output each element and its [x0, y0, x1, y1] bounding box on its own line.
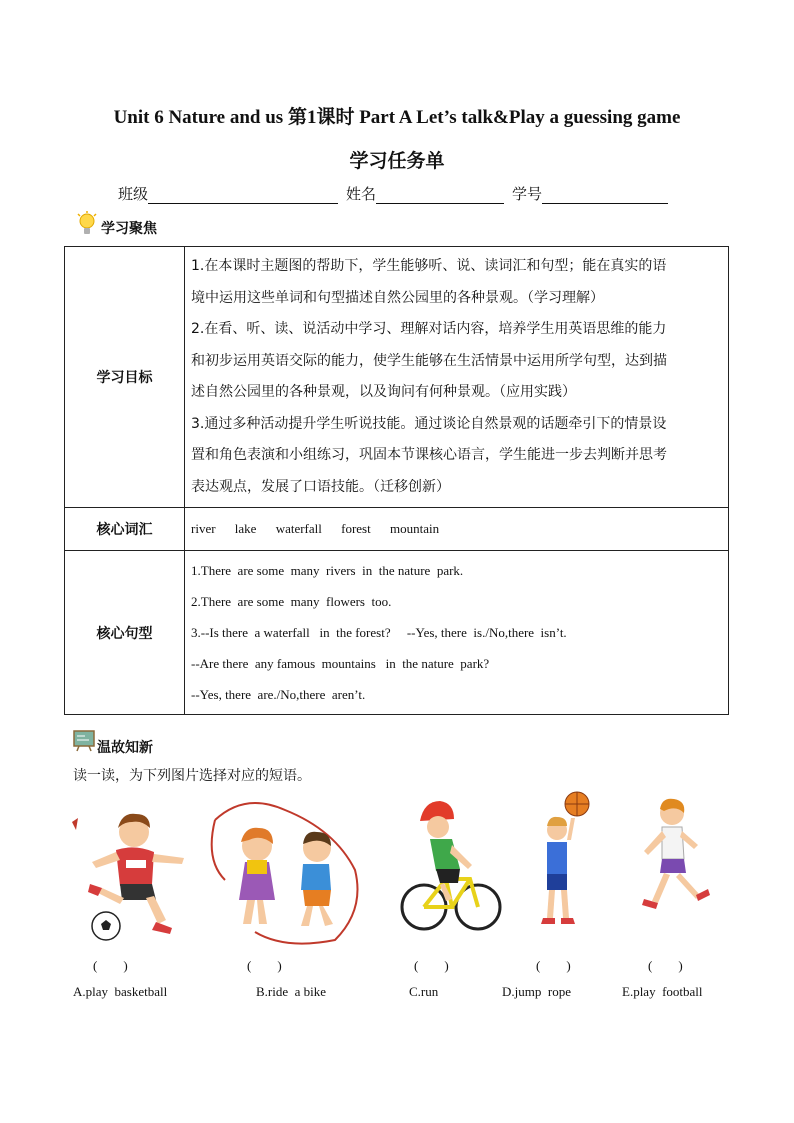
- sentence-line: 3.--Is there a waterfall in the forest? --Yes, there is./No,there isn’t.: [191, 625, 567, 640]
- sentence-line: --Yes, there are./No,there aren’t.: [191, 687, 366, 702]
- vocabulary-label: 核心词汇: [65, 508, 185, 551]
- name-label: 姓名: [346, 185, 377, 203]
- page-subtitle: 学习任务单: [349, 150, 445, 172]
- review-heading: [73, 725, 153, 757]
- bike-rider-picture: [400, 795, 502, 940]
- sentence-line: 2.There are some many flowers too.: [191, 594, 392, 609]
- objective-line: 3.通过多种活动提升学生听说技能。通过谈论自然景观的话题牵引下的情景设: [191, 415, 667, 432]
- objective-line: 置和角色表演和小组练习，巩固本节课核心语言，学生能进一步去判断并思考: [191, 447, 667, 463]
- page-title: Unit 6 Nature and us 第1课时 Part A Let’s talk&Play a guessing game: [113, 107, 681, 128]
- student-info: [118, 183, 676, 204]
- football-boy-picture: [72, 800, 194, 942]
- focus-heading-label: 学习聚焦: [101, 221, 157, 237]
- answer-blank-3[interactable]: ( ): [414, 958, 449, 973]
- objective-line: 2.在看、听、读、说活动中学习、理解对话内容，培养学生用英语思维的能力: [191, 321, 667, 337]
- objective-line: 表达观点，发展了口语技能。（迁移创新）: [191, 478, 450, 495]
- option-c: C.run: [409, 984, 439, 999]
- blackboard-icon: [73, 730, 95, 752]
- class-field[interactable]: [148, 187, 338, 204]
- sentences-label: 核心句型: [65, 551, 185, 715]
- vocabulary-words: river lake waterfall forest mountain: [185, 508, 729, 551]
- runner-picture: [632, 795, 714, 930]
- name-field[interactable]: [376, 187, 504, 204]
- option-d: D.jump rope: [502, 984, 571, 999]
- class-label: 班级: [118, 185, 149, 203]
- sentence-line: 1.There are some many rivers in the nature park.: [191, 563, 464, 578]
- review-instruction: 读一读，为下列图片选择对应的短语。: [73, 768, 311, 784]
- lightbulb-icon: [76, 211, 98, 237]
- vocabulary-row: [65, 508, 729, 551]
- option-b: B.ride a bike: [256, 984, 327, 999]
- sentence-line: --Are there any famous mountains in the nature park?: [191, 656, 490, 671]
- objective-line: 和初步运用英语交际的能力，使学生能够在生活情景中运用所学句型，达到描: [191, 352, 667, 369]
- objectives-row: [65, 247, 729, 508]
- number-field[interactable]: [542, 187, 668, 204]
- sentences-row: [65, 551, 729, 715]
- number-label: 学号: [512, 185, 543, 203]
- jump-rope-picture: [205, 800, 367, 945]
- objectives-label: 学习目标: [65, 247, 185, 508]
- option-e: E.play football: [622, 984, 703, 999]
- answer-blank-4[interactable]: ( ): [536, 958, 571, 973]
- objective-line: 述自然公园里的各种景观，以及询问有何种景观。（应用实践）: [191, 384, 576, 400]
- objective-line: 1.在本课时主题图的帮助下，学生能够听、说、读词汇和句型；能在真实的语: [191, 258, 667, 274]
- answer-blank-2[interactable]: ( ): [247, 958, 282, 973]
- sentences-content: [185, 551, 729, 715]
- answer-blank-1[interactable]: ( ): [93, 958, 128, 973]
- objectives-content: [185, 247, 729, 508]
- focus-table: [64, 246, 729, 715]
- review-heading-label: 温故知新: [97, 740, 153, 756]
- focus-heading: [76, 210, 157, 238]
- objective-line: 境中运用这些单词和句型描述自然公园里的各种景观。（学习理解）: [191, 289, 604, 306]
- basketball-boy-picture: [535, 790, 597, 938]
- answer-blank-5[interactable]: ( ): [648, 958, 683, 973]
- option-a: A.play basketball: [73, 984, 168, 999]
